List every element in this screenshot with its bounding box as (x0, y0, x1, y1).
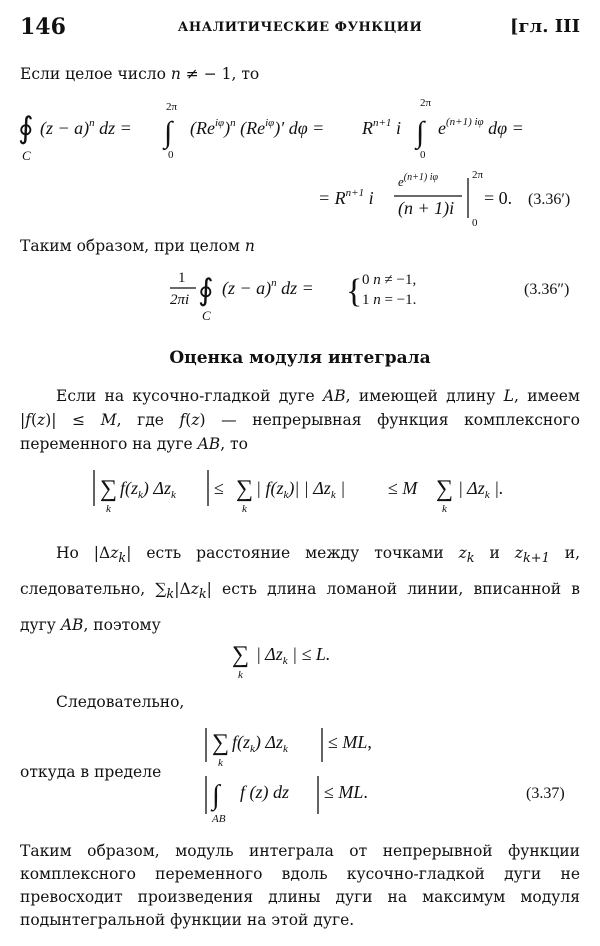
svg-text:(n + 1)i: (n + 1)i (398, 198, 455, 218)
svg-text:= 0.: = 0. (484, 188, 513, 208)
svg-text:{: { (346, 273, 363, 310)
paragraph-1: Если на кусочно-гладкой дуге AB, имеющей длину L, имеем |f(z)| ≤ M, где f(z) — непрерывная функция комплексного переменного на дуге AB, то (20, 387, 580, 453)
svg-text:∫: ∫ (164, 116, 173, 149)
svg-text:∮: ∮ (18, 112, 34, 145)
svg-text:2π: 2π (166, 101, 178, 113)
formula-integral-line2 (0, 166, 600, 230)
formula-cauchy-basic (0, 258, 600, 324)
svg-text:∑: ∑ (100, 476, 118, 502)
eq-number-3-36p: (3.36′) (528, 191, 571, 208)
svg-text:∑: ∑ (212, 730, 230, 756)
svg-text:k: k (238, 669, 243, 681)
page-number: 146 (20, 14, 66, 40)
svg-text:(z − a)n dz =: $(z - a)^n$ dz = (222, 277, 314, 298)
svg-text:2π: 2π (420, 97, 432, 109)
svg-text:≤ ML,: ≤ ML, (328, 732, 372, 752)
svg-text:C: C (22, 148, 31, 163)
svg-text:≤ M: ≤ M (388, 478, 418, 498)
svg-text:e(n+1) iφ dφ =: $e^{(n+1) i\varphi}$ dφ = (438, 116, 524, 138)
intro-line: Если целое число n ≠ − 1, то (20, 65, 260, 83)
svg-text:∑: ∑ (232, 642, 250, 668)
svg-text:AB: AB (212, 813, 226, 825)
svg-text:k: k (242, 503, 247, 515)
formula-polyline-length (0, 632, 600, 682)
svg-text:∑: ∑ (436, 476, 454, 502)
svg-text:f(zk) Δzk: $f(z_k)$ $\Delta z_k$ (232, 732, 288, 755)
eq-number-3-37: (3.37) (526, 785, 565, 802)
svg-text:≤: ≤ (214, 478, 224, 498)
svg-text:k: k (442, 503, 447, 515)
svg-text:k: k (218, 757, 223, 769)
svg-text:k: k (106, 503, 111, 515)
svg-text:0: 0 (472, 217, 478, 229)
svg-text:| Δzk | ≤ L.: | $\Delta z_k$ | ≤ L. (256, 644, 331, 667)
svg-text:Rn+1 i: $R^{n+1}$ i (362, 117, 401, 138)
svg-text:0 n ≠ −1,: 0 n ≠ −1, (362, 272, 417, 288)
svg-text:2πi: 2πi (170, 292, 190, 308)
text-therefore-integer: Таким образом, при целом n (20, 237, 255, 255)
svg-text:f (z) dz: f (z) dz (240, 782, 289, 802)
svg-text:f(zk) Δzk: $f(z_k)$ $\Delta z_k$ (120, 478, 176, 501)
svg-text:2π: 2π (472, 169, 484, 181)
svg-text:≤ ML.: ≤ ML. (324, 782, 368, 802)
svg-text:∫: ∫ (212, 780, 220, 811)
svg-text:0: 0 (168, 149, 174, 161)
svg-text:∫: ∫ (416, 116, 425, 149)
formula-integral-estimate (0, 718, 600, 828)
svg-text:∑: ∑ (236, 476, 254, 502)
formula-sum-estimate (0, 462, 600, 518)
running-title: АНАЛИТИЧЕСКИЕ ФУНКЦИИ (177, 20, 423, 35)
svg-text:(Reiφ)n (Reiφ)′ dφ =: $(Re^{i\varphi})^n$ $(Re^{i\varphi})'$ dφ = (190, 117, 325, 138)
svg-text:| Δzk |.: | $\Delta z_k$ |. (458, 478, 504, 501)
paragraph-conclusion: Таким образом, модуль интеграла от непрерывной функции комплексного переменного вдоль кусочно-гладкой дуги не превосходит произведения длины дуги на максимум модуля подынтегральной функции на этой дуге. (20, 842, 580, 929)
formula-integral-line1 (18, 96, 588, 166)
svg-text:| f(zk)| | Δzk |: | $f(z_k)|$ | $\Delta z_k$ | (256, 478, 346, 501)
chapter-label: [гл. III (509, 16, 580, 37)
svg-text:1 n = −1.: 1 n = −1. (362, 292, 417, 308)
svg-text:∮: ∮ (198, 274, 214, 307)
text-consequently: Следовательно, (56, 693, 185, 711)
svg-text:(z − a)n dz =: $(z - a)^n$ dz = (40, 117, 132, 138)
svg-text:e(n+1) iφ: $e^{(n+1) i\varphi}$ (398, 172, 438, 189)
section-heading: Оценка модуля интеграла (169, 348, 431, 368)
paragraph-2: Но $|\Delta z_k|$ есть расстояние между точками $z_k$ и $z_{k+1}$ и, следовательно, $\sum_k|\Delta z_k|$ есть длина ломаной линии, вписанной в дугу AB, поэтому (20, 544, 580, 635)
svg-text:= Rn+1 i: = $R^{n+1}$ i (318, 187, 374, 208)
svg-text:0: 0 (420, 149, 426, 161)
text-in-limit: откуда в пределе (20, 763, 162, 781)
eq-number-3-36pp: (3.36″) (524, 281, 570, 298)
svg-text:C: C (202, 308, 211, 323)
svg-text:1: 1 (178, 270, 186, 286)
